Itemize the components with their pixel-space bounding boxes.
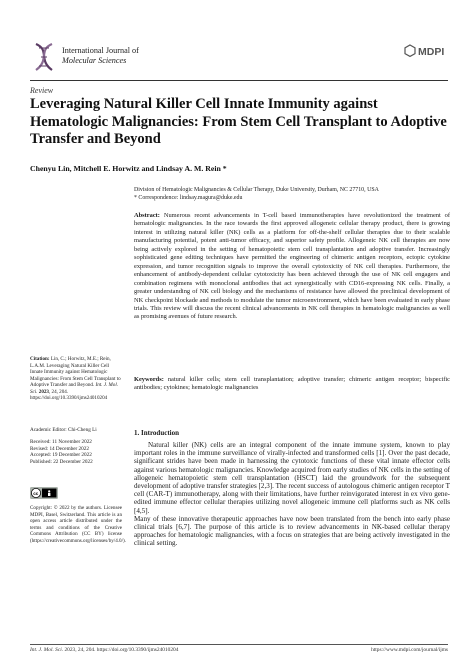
- authors: Chenyu Lin, Mitchell E. Horwitz and Lindsay A. M. Rein *: [30, 164, 227, 173]
- date-accepted: Accepted: 19 December 2022: [30, 452, 92, 459]
- affiliation-line: Division of Hematologic Malignancies & Cellular Therapy, Duke University, Durham, NC 27710, USA: [134, 187, 379, 193]
- journal-name-line1: International Journal of: [62, 46, 139, 55]
- journal-logo-icon: [30, 40, 58, 74]
- header-rule: [30, 80, 448, 81]
- citation: [30, 356, 122, 402]
- mdpi-logo-icon: [404, 44, 448, 58]
- keywords-label: Keywords:: [134, 376, 164, 383]
- intro-paragraph: Many of these innovative therapeutic approaches have now been translated from the bench into early phase clinical trials [6,7]. The purpose of this article is to review advancements in NK-based cellular therapy approaches for hematologic malignancies, with a focus on strategies that are being actively investigated in the clinical setting.: [134, 514, 450, 548]
- date-revised: Revised: 14 December 2022: [30, 445, 89, 452]
- journal-name-line2: Molecular Sciences: [62, 56, 127, 65]
- publication-dates: [30, 439, 122, 465]
- keywords: [134, 376, 450, 393]
- affiliation: [134, 186, 450, 202]
- footer-journal-link[interactable]: https://www.mdpi.com/journal/ijms: [371, 647, 448, 653]
- abstract-text: Numerous recent advancements in T-cell based immunotherapies have revolutionized the treatment of hematologic malignancies. In the race towards the first approved allogeneic cellular therapy product, there is growing interest in utilizing natural killer (NK) cells as a platform for off-the-shelf cellular therapies due to their scalable manufacturing potential, potent anti-tumor efficacy, and superior safety profile. Allogeneic NK cell therapies are now being actively explored in the setting of hematopoietic stem cell transplantation and adoptive transfer. Increasingly sophisticated gene editing techniques have permitted the engineering of chimeric antigen receptors, ectopic cytokine expression, and tumor recognition signals to improve the overall cytotoxicity of NK cell therapies. Furthermore, the enhancement of antibody-dependent cellular cytotoxicity has been achieved through the use of NK cell engagers and combination regimens with monoclonal antibodies that act synergistically with CD16-expressing NK cells. Finally, a greater understanding of NK cell biology and the mechanisms of resistance have allowed the preclinical development of NK checkpoint blockade and methods to modulate the tumor microenvironment, which have been evaluated in early phase trials. This review will discuss the recent clinical advancements in NK cell therapies in hematologic malignancies as well as promising avenues of future research.: [134, 212, 450, 321]
- footer-rule: [30, 644, 448, 645]
- citation-journal: Int. J. Mol. Sci.: [30, 382, 119, 395]
- date-received: Received: 11 November 2022: [30, 439, 92, 445]
- mdpi-logo-text: MDPI: [418, 46, 445, 58]
- svg-text:cc: cc: [33, 490, 39, 496]
- keywords-text: natural killer cells; stem cell transplantation; adoptive transfer; chimeric antigen receptor; bispecific antibodies; cytokines; hematologic malignancies: [134, 376, 450, 392]
- footer-citation: [30, 647, 178, 653]
- footer-doi[interactable]: 2023, 24, 204. https://doi.org/10.3390/ijms24010204: [63, 647, 179, 653]
- article-title: Leveraging Natural Killer Cell Innate Immunity against Hematologic Malignancies: From Stem Cell Transplant to Adoptive Transfer and Beyond: [30, 96, 447, 147]
- citation-pages[interactable]: , 24, 204. https://doi.org/10.3390/ijms24010204: [30, 388, 108, 402]
- intro-paragraph: Natural killer (NK) cells are an integral component of the innate immune system, known to play important roles in the immune surveillance of virally-infected and transformed cells [1]. Over the past decade, significant strides have been made in harnessing the cytotoxic functions of these vital innate effector cells against various hematologic malignancies. Knowledge acquired from early studies of NK cells in the setting of allogeneic hematopoietic stem cell transplantation (HSCT) laid the groundwork for the subsequent development of adoptive transfer strategies [2,3]. The recent success of autologous chimeric antigen receptor T cell (CAR-T) immunotherapy, along with their limitations, have further reinvigorated interest in ex vivo gene-edited immune effector cellular therapies utilizing novel allogeneic immune cell platforms such as NK cells [4,5].: [134, 441, 450, 515]
- academic-editor: Academic Editor: Chi-Cheng Li: [30, 427, 97, 433]
- abstract-label: Abstract:: [134, 212, 160, 219]
- citation-text: Lin, C.; Horwitz, M.E.; Rein, L.A.M. Leveraging Natural Killer Cell Innate Immunity against Hematologic Malignancies: From Stem Cell Transplant to Adoptive Transfer and Beyond.: [30, 356, 121, 389]
- journal-name: [62, 46, 139, 66]
- date-published: Published: 22 December 2022: [30, 458, 93, 465]
- footer-journal: Int. J. Mol. Sci.: [30, 647, 64, 653]
- citation-label: Citation:: [30, 356, 50, 362]
- cc-by-license-icon[interactable]: [30, 487, 58, 499]
- article-type: Review: [30, 86, 54, 95]
- copyright-notice: Copyright: © 2022 by the authors. Licensee MDPI, Basel, Switzerland. This article is an open access article distributed under the terms and conditions of the Creative Commons Attribution (CC BY) license (https://creativecommons.org/licenses/by/4.0/).: [30, 505, 126, 544]
- introduction-body: [134, 441, 450, 548]
- section-heading: 1. Introduction: [134, 429, 179, 437]
- correspondence-line: * Correspondence: lindsay.magura@duke.edu: [134, 195, 243, 201]
- abstract: [134, 212, 450, 322]
- citation-year: 2023: [38, 388, 49, 395]
